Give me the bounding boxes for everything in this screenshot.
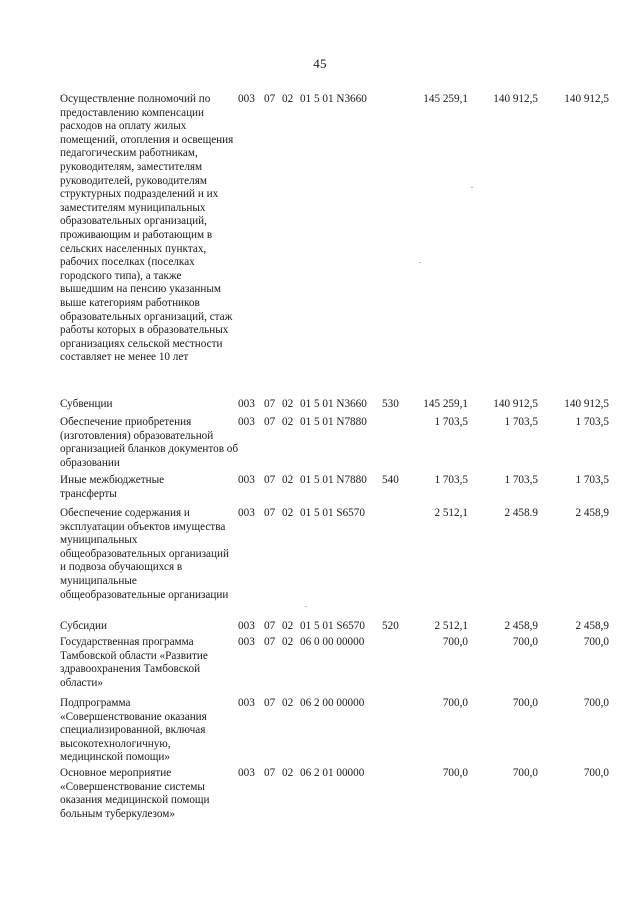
row-name: Подпрограмма «Совершенствование оказания специализированной, включая высокотехнологичную, медицинской помощи» bbox=[60, 697, 207, 764]
cell-rz: 07 bbox=[264, 697, 276, 709]
cell-value-1: 1 703,5 bbox=[434, 474, 468, 486]
cell-rz: 07 bbox=[264, 416, 276, 428]
cell-csr: 01 5 01 N3660 bbox=[300, 398, 367, 410]
cell-value-3: 140 912,5 bbox=[564, 93, 609, 105]
scan-speck bbox=[419, 262, 421, 263]
cell-ved: 003 bbox=[238, 697, 255, 709]
cell-ved: 003 bbox=[238, 398, 255, 410]
cell-value-3: 700,0 bbox=[583, 697, 609, 709]
cell-value-1: 2 512,1 bbox=[434, 620, 468, 632]
cell-rz: 07 bbox=[264, 636, 276, 648]
cell-ved: 003 bbox=[238, 416, 255, 428]
cell-ved: 003 bbox=[238, 620, 255, 632]
cell-pr: 02 bbox=[282, 620, 294, 632]
cell-pr: 02 bbox=[282, 398, 294, 410]
cell-value-3: 2 458,9 bbox=[575, 507, 609, 519]
cell-rz: 07 bbox=[264, 507, 276, 519]
cell-csr: 01 5 01 N7880 bbox=[300, 416, 367, 428]
row-name: Основное мероприятие «Совершенствование системы оказания медицинской помощи больным туберкулезом» bbox=[60, 767, 210, 820]
cell-csr: 01 5 01 N3660 bbox=[300, 93, 367, 105]
cell-pr: 02 bbox=[282, 636, 294, 648]
cell-value-3: 2 458,9 bbox=[575, 620, 609, 632]
cell-value-2: 700,0 bbox=[512, 697, 538, 709]
cell-value-2: 1 703,5 bbox=[504, 416, 538, 428]
cell-value-2: 140 912,5 bbox=[493, 93, 538, 105]
cell-rz: 07 bbox=[264, 398, 276, 410]
cell-rz: 07 bbox=[264, 474, 276, 486]
cell-pr: 02 bbox=[282, 507, 294, 519]
cell-vr: 520 bbox=[382, 620, 399, 632]
cell-value-1: 145 259,1 bbox=[423, 93, 468, 105]
row-name: Обеспечение приобретения (изготовления) образовательной организацией бланков документов об образовании bbox=[60, 416, 239, 469]
row-name: Осуществление полномочий по предоставлению компенсации расходов на оплату жилых помещений, отопления и освещения педагогическим работникам, руководителям, заместителям руководителей, руководителям структурных подразделений и их заместителям муниципальных образовательных организаций, проживающим и работающим в сельских населенных пунктах, рабочих поселках (поселках городского типа), а также вышедшим на пенсию указанным выше категориям работников образовательных организаций, стаж работы которых в образовательных организациях сельской местности составляет не менее 10 лет bbox=[60, 93, 234, 364]
cell-rz: 07 bbox=[264, 767, 276, 779]
cell-ved: 003 bbox=[238, 636, 255, 648]
cell-value-2: 140 912,5 bbox=[493, 398, 538, 410]
cell-pr: 02 bbox=[282, 474, 294, 486]
cell-csr: 01 5 01 S6570 bbox=[300, 620, 365, 632]
cell-value-3: 700,0 bbox=[583, 636, 609, 648]
cell-csr: 06 2 00 00000 bbox=[300, 697, 365, 709]
cell-csr: 06 2 01 00000 bbox=[300, 767, 365, 779]
cell-value-2: 2 458.9 bbox=[504, 507, 538, 519]
cell-rz: 07 bbox=[264, 93, 276, 105]
cell-value-1: 700,0 bbox=[442, 767, 468, 779]
page-number: 45 bbox=[313, 56, 327, 71]
scan-speck bbox=[471, 187, 473, 188]
cell-rz: 07 bbox=[264, 620, 276, 632]
cell-value-2: 2 458,9 bbox=[504, 620, 538, 632]
cell-csr: 06 0 00 00000 bbox=[300, 636, 365, 648]
cell-value-2: 700,0 bbox=[512, 767, 538, 779]
cell-ved: 003 bbox=[238, 507, 255, 519]
row-name: Субсидии bbox=[60, 620, 107, 632]
row-name: Субвенции bbox=[60, 398, 113, 410]
row-name: Иные межбюджетные трансферты bbox=[60, 474, 165, 500]
cell-value-3: 140 912,5 bbox=[564, 398, 609, 410]
cell-vr: 540 bbox=[382, 474, 399, 486]
cell-value-1: 145 259,1 bbox=[423, 398, 468, 410]
cell-pr: 02 bbox=[282, 93, 294, 105]
row-name: Обеспечение содержания и эксплуатации объектов имущества муниципальных общеобразовательных организаций и подвоза обучающихся в муниципальные общеобразовательные организации bbox=[60, 507, 229, 601]
cell-vr: 530 bbox=[382, 398, 399, 410]
scan-speck bbox=[305, 606, 307, 607]
cell-value-1: 1 703,5 bbox=[434, 416, 468, 428]
cell-value-2: 1 703,5 bbox=[504, 474, 538, 486]
cell-ved: 003 bbox=[238, 474, 255, 486]
row-name: Государственная программа Тамбовской области «Развитие здравоохранения Тамбовской области» bbox=[60, 636, 208, 689]
cell-value-3: 1 703,5 bbox=[575, 416, 609, 428]
cell-ved: 003 bbox=[238, 93, 255, 105]
cell-ved: 003 bbox=[238, 767, 255, 779]
cell-value-1: 700,0 bbox=[442, 697, 468, 709]
cell-value-3: 700,0 bbox=[583, 767, 609, 779]
cell-value-1: 2 512,1 bbox=[434, 507, 468, 519]
cell-pr: 02 bbox=[282, 767, 294, 779]
cell-value-1: 700,0 bbox=[442, 636, 468, 648]
cell-value-3: 1 703,5 bbox=[575, 474, 609, 486]
cell-value-2: 700,0 bbox=[512, 636, 538, 648]
cell-csr: 01 5 01 N7880 bbox=[300, 474, 367, 486]
cell-pr: 02 bbox=[282, 697, 294, 709]
cell-pr: 02 bbox=[282, 416, 294, 428]
cell-csr: 01 5 01 S6570 bbox=[300, 507, 365, 519]
